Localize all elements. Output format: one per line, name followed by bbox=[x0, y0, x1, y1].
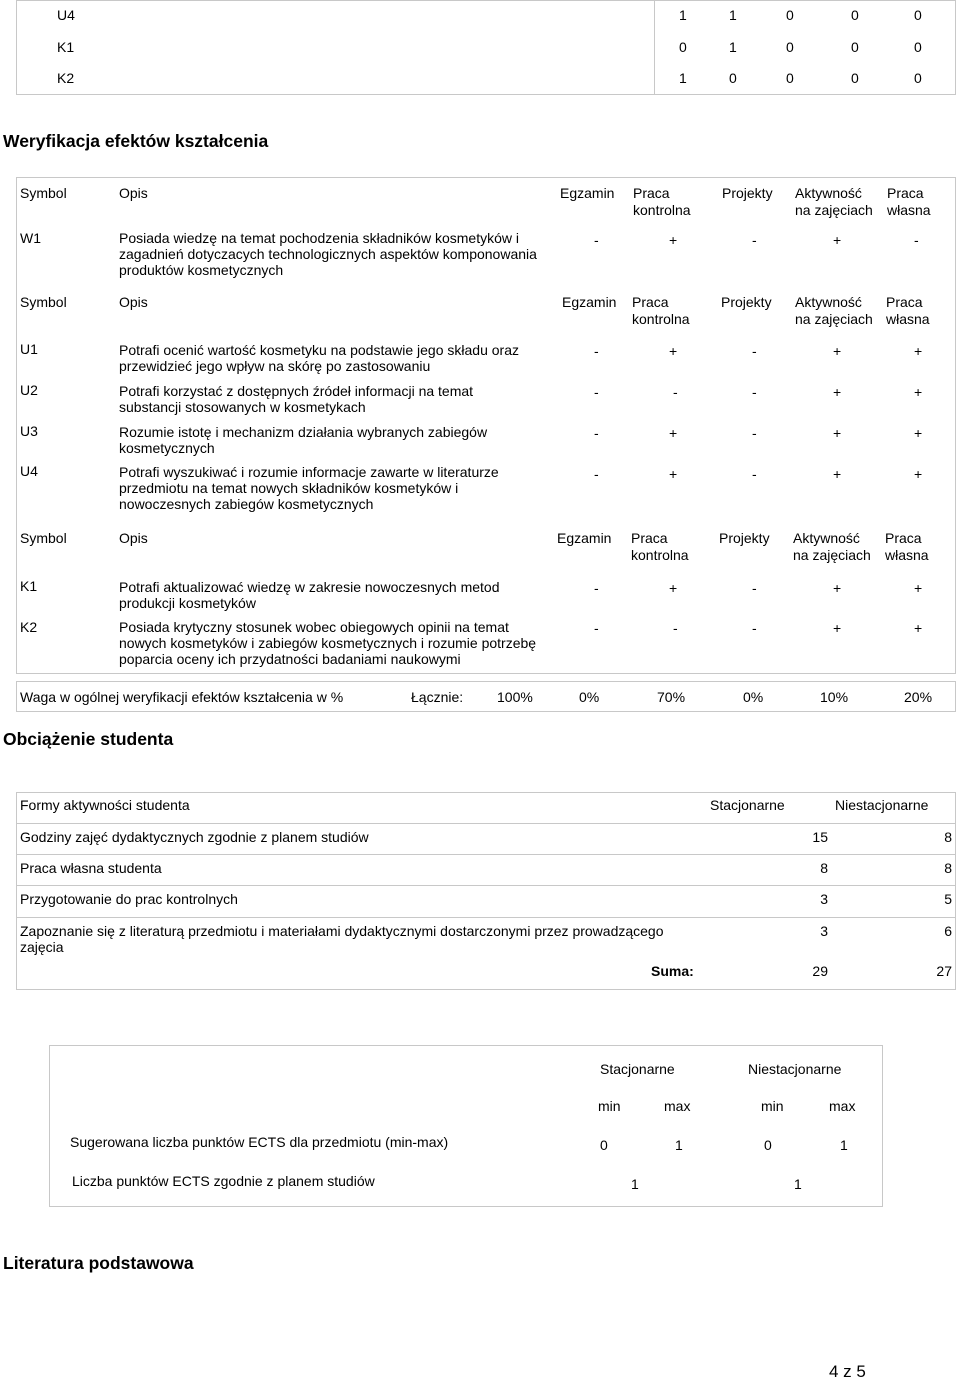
ects-header-min: min bbox=[761, 1098, 784, 1114]
weight-value: 20% bbox=[904, 689, 933, 705]
workload-header-stacjonarne: Stacjonarne bbox=[710, 797, 785, 813]
top-row-label: K1 bbox=[57, 39, 75, 55]
outcome-mark: + bbox=[669, 232, 678, 248]
col-header-symbol: Symbol bbox=[20, 185, 67, 201]
col-header-aktywnosc: na zajęciach bbox=[795, 311, 873, 327]
workload-value-stac: 3 bbox=[820, 923, 828, 939]
outcome-symbol: W1 bbox=[20, 230, 41, 246]
col-header-praca-wlasna: własna bbox=[886, 311, 930, 327]
workload-sum-stac: 29 bbox=[812, 963, 828, 979]
top-cell: 1 bbox=[729, 39, 737, 55]
outcome-mark: - bbox=[594, 384, 599, 400]
outcome-mark: - bbox=[594, 343, 599, 359]
weight-value: 0% bbox=[743, 689, 764, 705]
outcome-mark: + bbox=[833, 580, 842, 596]
top-row-label: K2 bbox=[57, 70, 75, 86]
top-cell: 0 bbox=[679, 39, 687, 55]
ects-header-max: max bbox=[664, 1098, 691, 1114]
ects-row-label: Sugerowana liczba punktów ECTS dla przedmiotu (min-max) bbox=[70, 1134, 449, 1150]
outcome-symbol: U3 bbox=[20, 423, 38, 439]
col-header-aktywnosc: na zajęciach bbox=[795, 202, 873, 218]
outcome-symbol: K1 bbox=[20, 578, 38, 594]
outcome-description: Potrafi ocenić wartość kosmetyku na podstawie jego składu oraz przewidzieć jego wpływ na skórę po zastosowaniu bbox=[119, 342, 519, 374]
outcome-mark: + bbox=[914, 384, 923, 400]
top-cell: 1 bbox=[679, 7, 687, 23]
ects-row-label: Liczba punktów ECTS zgodnie z planem studiów bbox=[72, 1173, 375, 1189]
outcome-mark: + bbox=[833, 232, 842, 248]
top-table-divider bbox=[654, 0, 655, 95]
workload-row-label: Zapoznanie się z literaturą przedmiotu i materiałami dydaktycznymi dostarczonymi przez prowadzącego zajęcia bbox=[20, 923, 664, 955]
top-cell: 0 bbox=[729, 70, 737, 86]
outcome-symbol: U4 bbox=[20, 463, 38, 479]
weight-label: Waga w ogólnej weryfikacji efektów kształcenia w % bbox=[20, 689, 344, 705]
top-cell: 1 bbox=[729, 7, 737, 23]
col-header-praca-kontrolna: kontrolna bbox=[631, 547, 689, 563]
col-header-praca-kontrolna: kontrolna bbox=[632, 311, 690, 327]
workload-row-label: Praca własna studenta bbox=[20, 860, 162, 876]
top-cell: 0 bbox=[914, 7, 922, 23]
ects-header-stacjonarne: Stacjonarne bbox=[600, 1061, 675, 1077]
ects-value: 0 bbox=[764, 1137, 772, 1153]
col-header-aktywnosc: Aktywność bbox=[795, 185, 862, 201]
col-header-praca-kontrolna: kontrolna bbox=[633, 202, 691, 218]
outcome-mark: - bbox=[594, 232, 599, 248]
workload-value-stac: 8 bbox=[820, 860, 828, 876]
col-header-praca-wlasna: własna bbox=[885, 547, 929, 563]
top-cell: 1 bbox=[679, 70, 687, 86]
workload-sum-label: Suma: bbox=[651, 963, 694, 979]
col-header-praca-wlasna: Praca bbox=[887, 185, 924, 201]
top-cell: 0 bbox=[786, 39, 794, 55]
outcome-mark: - bbox=[594, 466, 599, 482]
weight-value: 70% bbox=[657, 689, 686, 705]
outcome-mark: + bbox=[833, 343, 842, 359]
col-header-symbol: Symbol bbox=[20, 294, 67, 310]
workload-header-niestacjonarne: Niestacjonarne bbox=[835, 797, 929, 813]
top-cell: 0 bbox=[851, 70, 859, 86]
workload-value-niestac: 8 bbox=[944, 829, 952, 845]
outcome-mark: + bbox=[914, 343, 923, 359]
section-heading-literature: Literatura podstawowa bbox=[3, 1253, 194, 1273]
outcome-mark: + bbox=[914, 425, 923, 441]
top-cell: 0 bbox=[851, 39, 859, 55]
top-cell: 0 bbox=[786, 7, 794, 23]
workload-sum-niestac: 27 bbox=[936, 963, 952, 979]
outcome-mark: + bbox=[669, 343, 678, 359]
outcome-mark: - bbox=[752, 580, 757, 596]
outcome-mark: - bbox=[752, 620, 757, 636]
ects-header-niestacjonarne: Niestacjonarne bbox=[748, 1061, 842, 1077]
workload-row-separator bbox=[17, 854, 955, 855]
outcome-mark: - bbox=[914, 232, 919, 248]
col-header-projekty: Projekty bbox=[721, 294, 772, 310]
col-header-praca-wlasna: Praca bbox=[886, 294, 923, 310]
outcome-description: Rozumie istotę i mechanizm działania wybranych zabiegów kosmetycznych bbox=[119, 424, 488, 456]
outcome-mark: + bbox=[914, 620, 923, 636]
col-header-praca-wlasna: Praca bbox=[885, 530, 922, 546]
outcome-description: Posiada krytyczny stosunek wobec obiegowych opinii na temat nowych kosmetyków i zabiegów kosmetycznych i rozumie potrzebę poparcia oceny ich przydatności badaniami naukowymi bbox=[119, 619, 537, 667]
col-header-symbol: Symbol bbox=[20, 530, 67, 546]
col-header-praca-kontrolna: Praca bbox=[632, 294, 669, 310]
col-header-egzamin: Egzamin bbox=[557, 530, 612, 546]
weight-value: 0% bbox=[579, 689, 600, 705]
outcome-description: Potrafi wyszukiwać i rozumie informacje zawarte w literaturze przedmiotu na temat nowych składników kosmetyków i nowoczesnych zabiegów kosmetycznych bbox=[119, 464, 499, 512]
col-header-opis: Opis bbox=[119, 294, 148, 310]
ects-header-min: min bbox=[598, 1098, 621, 1114]
top-cell: 0 bbox=[851, 7, 859, 23]
workload-header-forms: Formy aktywności studenta bbox=[20, 797, 190, 813]
outcome-mark: + bbox=[914, 466, 923, 482]
col-header-projekty: Projekty bbox=[719, 530, 770, 546]
ects-value: 1 bbox=[631, 1176, 639, 1192]
outcome-mark: - bbox=[594, 425, 599, 441]
outcome-description: Posiada wiedzę na temat pochodzenia składników kosmetyków i zagadnień dotyczacych technologicznych aspektów komponowania produktów kosmetycznych bbox=[119, 230, 537, 278]
top-cell: 0 bbox=[914, 70, 922, 86]
ects-value: 1 bbox=[675, 1137, 683, 1153]
col-header-opis: Opis bbox=[119, 185, 148, 201]
workload-value-stac: 3 bbox=[820, 891, 828, 907]
outcome-mark: + bbox=[833, 620, 842, 636]
top-row-label: U4 bbox=[57, 7, 75, 23]
col-header-opis: Opis bbox=[119, 530, 148, 546]
outcome-symbol: K2 bbox=[20, 619, 38, 635]
outcome-mark: - bbox=[673, 384, 678, 400]
outcome-mark: - bbox=[594, 580, 599, 596]
workload-value-niestac: 5 bbox=[944, 891, 952, 907]
top-cell: 0 bbox=[914, 39, 922, 55]
workload-row-separator bbox=[17, 917, 955, 918]
top-cell: 0 bbox=[786, 70, 794, 86]
col-header-praca-kontrolna: Praca bbox=[631, 530, 668, 546]
section-heading-verification: Weryfikacja efektów kształcenia bbox=[3, 131, 269, 151]
outcome-mark: + bbox=[833, 425, 842, 441]
col-header-aktywnosc: Aktywność bbox=[795, 294, 862, 310]
outcome-mark: + bbox=[833, 384, 842, 400]
ects-header-max: max bbox=[829, 1098, 856, 1114]
outcome-mark: + bbox=[669, 580, 678, 596]
section-heading-workload: Obciążenie studenta bbox=[3, 729, 174, 749]
weight-total-label: Łącznie: bbox=[411, 689, 464, 705]
top-table bbox=[16, 0, 956, 95]
col-header-egzamin: Egzamin bbox=[560, 185, 615, 201]
outcome-mark: - bbox=[752, 232, 757, 248]
outcome-mark: - bbox=[752, 384, 757, 400]
outcome-description: Potrafi aktualizować wiedzę w zakresie nowoczesnych metod produkcji kosmetyków bbox=[119, 579, 500, 611]
outcome-symbol: U1 bbox=[20, 341, 38, 357]
outcome-mark: - bbox=[752, 343, 757, 359]
col-header-projekty: Projekty bbox=[722, 185, 773, 201]
col-header-aktywnosc: na zajęciach bbox=[793, 547, 871, 563]
workload-row-separator bbox=[17, 823, 955, 824]
outcome-mark: + bbox=[914, 580, 923, 596]
workload-value-niestac: 6 bbox=[944, 923, 952, 939]
col-header-praca-wlasna: własna bbox=[887, 202, 931, 218]
weight-value: 100% bbox=[497, 689, 533, 705]
ects-value: 1 bbox=[840, 1137, 848, 1153]
outcome-symbol: U2 bbox=[20, 382, 38, 398]
workload-row-label: Przygotowanie do prac kontrolnych bbox=[20, 891, 238, 907]
outcome-mark: + bbox=[669, 466, 678, 482]
workload-row-label: Godziny zajęć dydaktycznych zgodnie z planem studiów bbox=[20, 829, 369, 845]
workload-row-separator bbox=[17, 885, 955, 886]
outcome-mark: + bbox=[833, 466, 842, 482]
outcome-description: Potrafi korzystać z dostępnych źródeł informacji na temat substancji stosowanych w kosmetykach bbox=[119, 383, 474, 415]
ects-value: 0 bbox=[600, 1137, 608, 1153]
outcome-mark: + bbox=[669, 425, 678, 441]
col-header-praca-kontrolna: Praca bbox=[633, 185, 670, 201]
outcome-mark: - bbox=[752, 466, 757, 482]
outcome-mark: - bbox=[594, 620, 599, 636]
ects-value: 1 bbox=[794, 1176, 802, 1192]
page-number: 4 z 5 bbox=[829, 1362, 866, 1381]
weight-value: 10% bbox=[820, 689, 849, 705]
col-header-aktywnosc: Aktywność bbox=[793, 530, 860, 546]
col-header-egzamin: Egzamin bbox=[562, 294, 617, 310]
workload-value-niestac: 8 bbox=[944, 860, 952, 876]
outcome-mark: - bbox=[673, 620, 678, 636]
workload-value-stac: 15 bbox=[812, 829, 828, 845]
outcome-mark: - bbox=[752, 425, 757, 441]
